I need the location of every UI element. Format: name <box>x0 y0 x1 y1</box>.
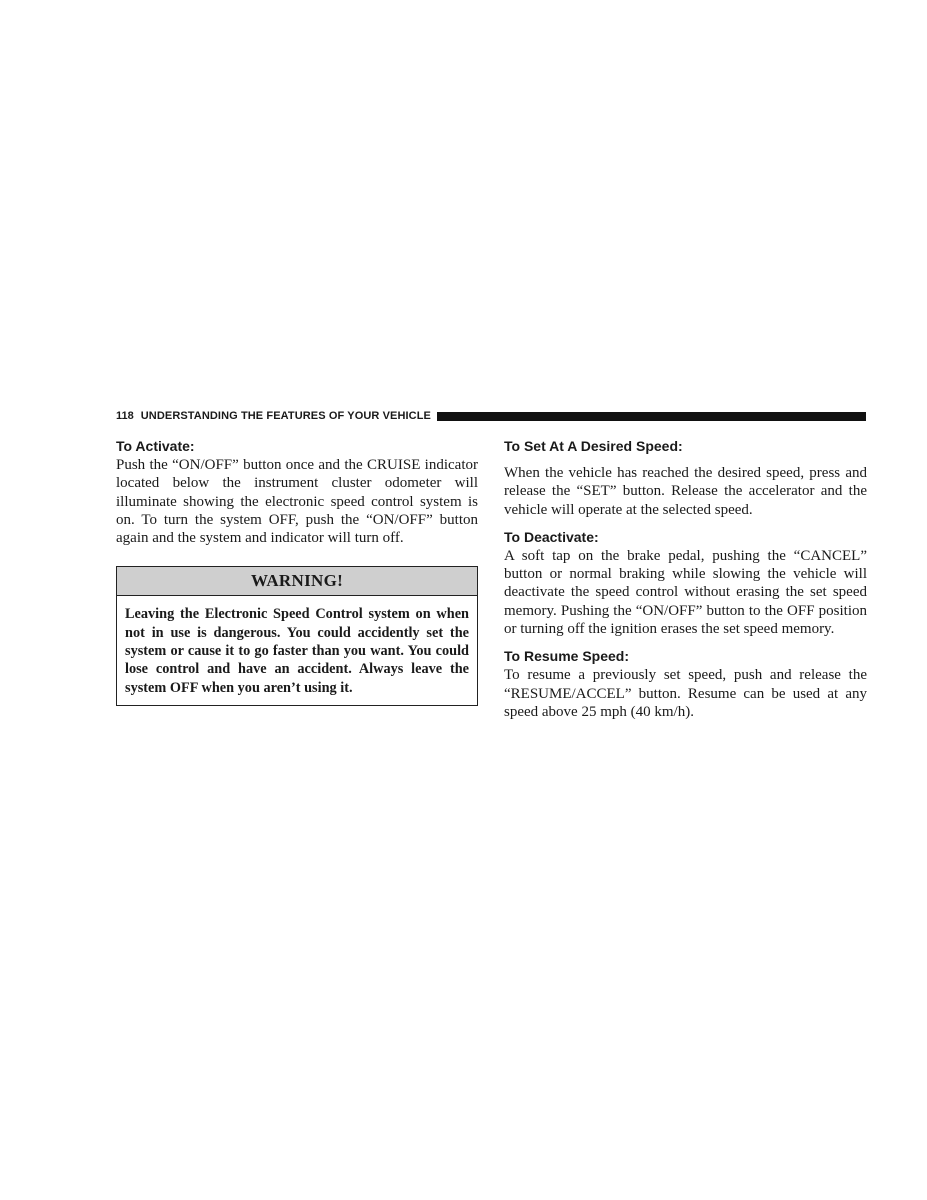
activate-heading: To Activate: <box>116 438 195 454</box>
deactivate-heading: To Deactivate: <box>504 528 599 545</box>
right-column <box>504 434 867 721</box>
resume-text: To resume a previously set speed, push and release the “RESUME/ACCEL” button. Resume can be used at any speed above 25 mph (40 km/h). <box>504 667 867 720</box>
set-speed-text: When the vehicle has reached the desired speed, press and release the “SET” button. Release the accelerator and the vehicle will operate at the selected speed. <box>504 465 867 518</box>
deactivate-text: A soft tap on the brake pedal, pushing the “CANCEL” button or normal braking while slowing the vehicle will deactivate the speed control without erasing the set speed memory. Pushing the “ON/OFF” button to the OFF position or turning off the ignition erases the set speed memory. <box>504 547 867 638</box>
activate-text: Push the “ON/OFF” button once and the CRUISE indicator located below the instrument cluster odometer will illuminate showing the electronic speed control system is on. To turn the system OFF, push the “ON/OFF” button again and the system and indicator will turn off. <box>116 457 478 547</box>
set-speed-heading: To Set At A Desired Speed: <box>504 438 683 454</box>
page-number: 118 <box>116 410 134 422</box>
header-rule <box>437 412 866 421</box>
left-column <box>116 434 478 706</box>
page-header <box>116 409 866 423</box>
warning-box <box>116 566 478 705</box>
resume-heading: To Resume Speed: <box>504 648 629 665</box>
warning-text: Leaving the Electronic Speed Control system on when not in use is dangerous. You could accidently set the system or cause it to go faster than you want. You could lose control and have an accident. Always leave the system OFF when you aren’t using it. <box>125 606 469 696</box>
warning-title: WARNING! <box>117 567 477 596</box>
section-title: UNDERSTANDING THE FEATURES OF YOUR VEHICLE <box>140 410 431 422</box>
